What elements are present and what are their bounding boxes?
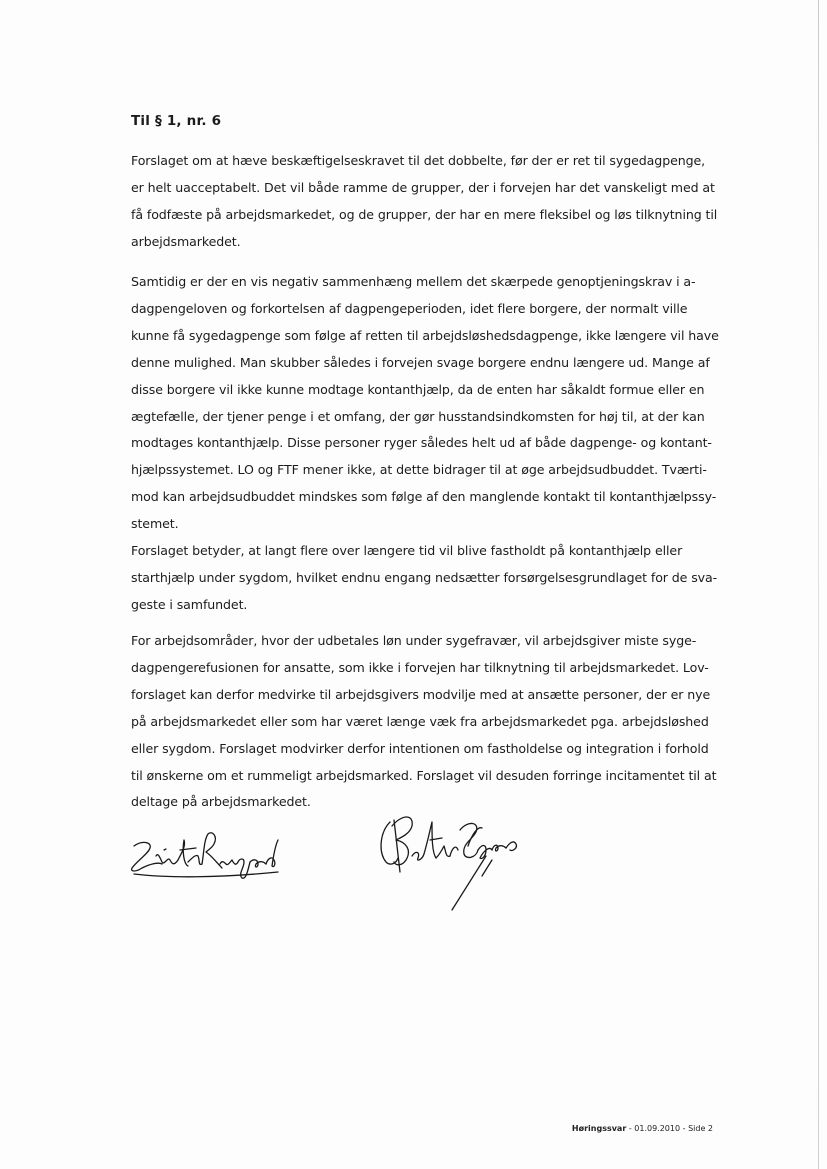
text-line: hjælpssystemet. LO og FTF mener ikke, at dette bidrager til at øge arbejdsudbuddet. Tværti- [131, 462, 707, 478]
section-heading: Til § 1, nr. 6 [131, 113, 222, 129]
text-line: disse borgere vil ikke kunne modtage kontanthjælp, da de enten har såkaldt formue eller en [131, 381, 705, 397]
signature-right [372, 800, 532, 915]
paragraph-4 [131, 628, 731, 816]
text-line: på arbejdsmarkedet eller som har været længe væk fra arbejdsmarkedet pga. arbejdsløshed [131, 713, 709, 729]
text-line: modtages kontanthjælp. Disse personer ryger således helt ud af både dagpenge- og kontant- [131, 435, 712, 451]
text-line: stemet. [131, 516, 179, 532]
text-line: kunne få sygedagpenge som følge af retten til arbejdsløshedsdagpenge, ikke længere vil have [131, 327, 719, 343]
paragraph-2 [131, 269, 731, 538]
text-line: få fodfæste på arbejdsmarkedet, og de grupper, der har en mere fleksibel og løs tilknytning til [131, 206, 718, 222]
scan-edge-line [818, 0, 819, 1169]
text-line: dagpengerefusionen for ansatte, som ikke i forvejen har tilknytning til arbejdsmarkedet. Lov- [131, 659, 709, 675]
text-line: er helt uacceptabelt. Det vil både ramme de grupper, der i forvejen har det vanskeligt med at [131, 179, 715, 195]
text-line: mod kan arbejdsudbuddet mindskes som følge af den manglende kontakt til kontanthjælpssy- [131, 489, 717, 505]
footer-date: 01.09.2010 [634, 1124, 681, 1133]
text-line: Forslaget om at hæve beskæftigelseskravet til det dobbelte, før der er ret til sygedagpenge, [131, 153, 706, 168]
text-line: dagpengeloven og forkortelsen af dagpengeperioden, idet flere borgere, der normalt ville [131, 300, 688, 316]
text-line: denne mulighed. Man skubber således i forvejen svage borgere endnu længere ud. Mange af [131, 354, 710, 370]
text-line: arbejdsmarkedet. [131, 233, 241, 249]
text-line: starthjælp under sygdom, hvilket endnu engang nedsætter forsørgelsesgrundlaget for de sva- [131, 569, 718, 585]
signature-left [128, 822, 288, 884]
text-line: eller sygdom. Forslaget modvirker derfor intentionen om fastholdelse og integration i forhold [131, 740, 709, 756]
page-footer [572, 1124, 713, 1133]
text-line: ægtefælle, der tjener penge i et omfang, der gør husstandsindkomsten for høj til, at der kan [131, 408, 705, 424]
footer-page-number: Side 2 [688, 1124, 713, 1133]
text-line: geste i samfundet. [131, 596, 248, 612]
text-line: Forslaget betyder, at langt flere over længere tid vil blive fastholdt på kontanthjælp eller [131, 543, 683, 558]
text-line: til ønskerne om et rummeligt arbejdsmarked. Forslaget vil desuden forringe incitamentet til at [131, 767, 717, 783]
text-line: For arbejdsområder, hvor der udbetales løn under sygefravær, vil arbejdsgiver miste syge- [131, 633, 697, 648]
paragraph-3 [131, 538, 731, 619]
text-line: Samtidig er der en vis negativ sammenhæng mellem det skærpede genoptjeningskrav i a- [131, 274, 696, 289]
text-line: deltage på arbejdsmarkedet. [131, 794, 311, 810]
footer-label: Høringssvar [571, 1124, 627, 1133]
text-line: forslaget kan derfor medvirke til arbejdsgivers modvilje med at ansætte personer, der er nye [131, 686, 711, 702]
footer-separator: - [680, 1124, 689, 1133]
footer-separator: - [626, 1124, 635, 1133]
paragraph-1 [131, 148, 731, 256]
